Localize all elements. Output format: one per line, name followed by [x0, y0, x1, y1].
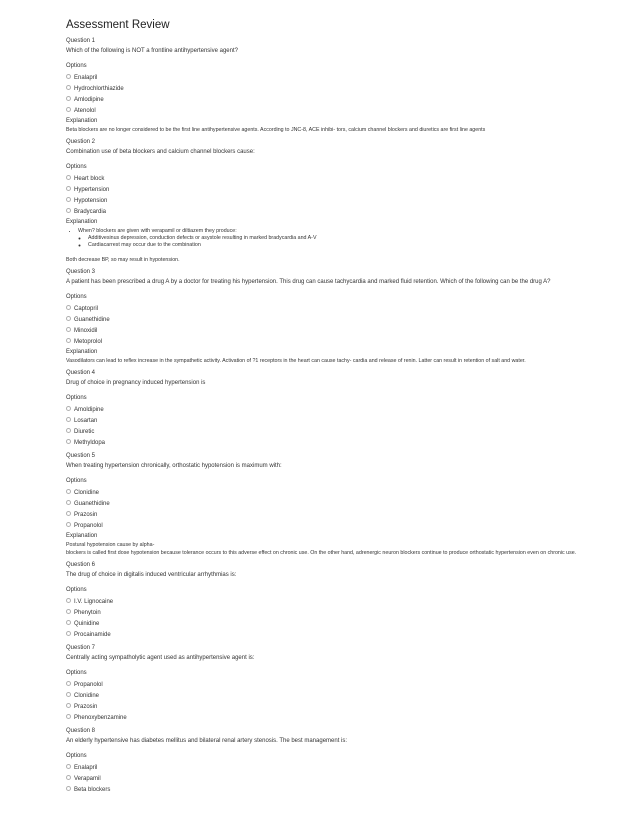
explanation-label: Explanation — [66, 219, 98, 225]
option-item[interactable] — [66, 184, 632, 195]
question-block — [66, 644, 632, 723]
option-item[interactable] — [66, 195, 632, 206]
option-item[interactable] — [66, 679, 632, 690]
option-item[interactable] — [66, 773, 632, 784]
option-item[interactable] — [66, 94, 632, 105]
option-item[interactable] — [66, 426, 632, 437]
question-block — [66, 727, 632, 795]
radio-button[interactable] — [66, 417, 71, 422]
explanation-text: Beta blockers are no longer considered to be the first line antihypertensive agents. According to JNC-8, ACE inhibi- tors, calcium channel blockers and diuretics are first line agents — [66, 127, 486, 133]
radio-button[interactable] — [66, 631, 71, 636]
option-item[interactable] — [66, 206, 632, 217]
option-item[interactable] — [66, 784, 632, 795]
radio-button[interactable] — [66, 208, 71, 213]
option-item[interactable] — [66, 520, 632, 531]
option-label: Guanethidine — [74, 316, 110, 323]
option-item[interactable] — [66, 325, 632, 336]
explanation-label: Explanation — [66, 349, 98, 355]
option-label: Losartan — [74, 417, 98, 424]
question-number: Question 8 — [66, 728, 96, 734]
options-label: Options — [66, 164, 87, 170]
question-block — [66, 37, 632, 134]
explanation-label: Explanation — [66, 118, 98, 124]
question-text: Combination use of beta blockers and calcium channel blockers cause: — [66, 149, 255, 155]
radio-button[interactable] — [66, 107, 71, 112]
radio-button[interactable] — [66, 500, 71, 505]
option-label: Verapamil — [74, 775, 101, 782]
option-label: Captopril — [74, 305, 99, 312]
radio-button[interactable] — [66, 692, 71, 697]
radio-button[interactable] — [66, 338, 71, 343]
option-label: Hydrochlorthiazide — [74, 85, 124, 92]
option-label: Propanolol — [74, 681, 103, 688]
option-label: Enalapril — [74, 764, 98, 771]
question-number: Question 6 — [66, 562, 96, 568]
option-item[interactable] — [66, 437, 632, 448]
question-block — [66, 452, 632, 557]
option-item[interactable] — [66, 509, 632, 520]
option-item[interactable] — [66, 314, 632, 325]
option-item[interactable] — [66, 105, 632, 116]
option-label: Amoldipine — [74, 406, 104, 413]
explanation-text: Postural hypotension cause by alpha- — [66, 542, 155, 548]
question-text: Drug of choice in pregnancy induced hypertension is — [66, 380, 206, 386]
radio-button[interactable] — [66, 406, 71, 411]
option-label: Clonidine — [74, 489, 100, 496]
radio-button[interactable] — [66, 74, 71, 79]
assessment-page — [66, 18, 632, 799]
option-item[interactable] — [66, 415, 632, 426]
radio-button[interactable] — [66, 598, 71, 603]
question-number: Question 4 — [66, 370, 96, 376]
question-number: Question 2 — [66, 139, 96, 145]
radio-button[interactable] — [66, 305, 71, 310]
page-title: Assessment Review — [66, 19, 170, 31]
option-label: Guanethidine — [74, 500, 110, 507]
radio-button[interactable] — [66, 620, 71, 625]
explanation-bullet-text: When? blockers are given with verapamil or diltiazem they produce: — [78, 228, 237, 234]
option-label: Clonidine — [74, 692, 100, 699]
explanation-bullet — [78, 228, 632, 249]
explanation-text: Vasodilators can lead to reflex increase in the sympathetic activity. Activation of ?1 receptors in the heart can cause tachy- cardia and release of renin. Latter can result in retention of salt and water. — [66, 358, 526, 364]
option-item[interactable] — [66, 72, 632, 83]
options-label: Options — [66, 63, 87, 69]
question-text: The drug of choice in digitalis induced ventricular arrhythmias is: — [66, 572, 237, 578]
option-label: Quinidine — [74, 620, 100, 627]
explanation-sublist — [78, 235, 632, 249]
option-label: Beta blockers — [74, 786, 111, 793]
options-label: Options — [66, 294, 87, 300]
option-label: Minoxidil — [74, 327, 98, 334]
option-item[interactable] — [66, 712, 632, 723]
options-label: Options — [66, 395, 87, 401]
option-label: Diuretic — [74, 428, 95, 435]
question-text: Which of the following is NOT a frontline antihypertensive agent? — [66, 48, 238, 54]
option-label: Heart block — [74, 175, 105, 182]
option-label: Metoprolol — [74, 338, 103, 345]
option-item[interactable] — [66, 336, 632, 347]
options-label: Options — [66, 587, 87, 593]
option-item[interactable] — [66, 607, 632, 618]
explanation-text: Both decrease BP, so may result in hypotension. — [66, 257, 180, 263]
option-item[interactable] — [66, 173, 632, 184]
question-number: Question 3 — [66, 269, 96, 275]
question-text: An elderly hypertensive has diabetes mellitus and bilateral renal artery stenosis. The best management is: — [66, 738, 348, 744]
option-item[interactable] — [66, 498, 632, 509]
radio-button[interactable] — [66, 175, 71, 180]
option-item[interactable] — [66, 596, 632, 607]
option-item[interactable] — [66, 487, 632, 498]
option-label: Methyldopa — [74, 439, 106, 446]
radio-button[interactable] — [66, 197, 71, 202]
explanation-label: Explanation — [66, 533, 98, 539]
question-block — [66, 268, 632, 365]
option-label: Bradycardia — [74, 208, 107, 215]
question-number: Question 1 — [66, 38, 96, 44]
radio-button[interactable] — [66, 764, 71, 769]
radio-button[interactable] — [66, 489, 71, 494]
question-block — [66, 561, 632, 640]
question-block — [66, 138, 632, 264]
explanation-list — [66, 228, 632, 249]
option-label: Phenoxybenzamine — [74, 714, 127, 721]
radio-button[interactable] — [66, 522, 71, 527]
option-label: Propanolol — [74, 522, 103, 529]
radio-button[interactable] — [66, 186, 71, 191]
question-number: Question 5 — [66, 453, 96, 459]
radio-button[interactable] — [66, 85, 71, 90]
option-label: Amlodipine — [74, 96, 104, 103]
radio-button[interactable] — [66, 714, 71, 719]
explanation-subitem: ◦ Cardiacarrest may occur due to the combination — [88, 242, 632, 249]
radio-button[interactable] — [66, 316, 71, 321]
option-label: Prazosin — [74, 703, 98, 710]
radio-button[interactable] — [66, 511, 71, 516]
options-label: Options — [66, 478, 87, 484]
option-label: Hypertension — [74, 186, 110, 193]
option-item[interactable] — [66, 629, 632, 640]
options-label: Options — [66, 670, 87, 676]
explanation-subitem: ◦ Additivesinus depression, conduction defects or asystole resulting in marked bradycardia and A-V — [88, 235, 632, 242]
radio-button[interactable] — [66, 775, 71, 780]
radio-button[interactable] — [66, 786, 71, 791]
option-item[interactable] — [66, 404, 632, 415]
option-label: Prazosin — [74, 511, 98, 518]
option-item[interactable] — [66, 762, 632, 773]
question-text: When treating hypertension chronically, orthostatic hypotension is maximum with: — [66, 463, 282, 469]
option-item[interactable] — [66, 83, 632, 94]
radio-button[interactable] — [66, 428, 71, 433]
options-label: Options — [66, 753, 87, 759]
option-label: Hypotension — [74, 197, 108, 204]
radio-button[interactable] — [66, 609, 71, 614]
option-label: I.V. Lignocaine — [74, 598, 114, 605]
option-label: Enalapril — [74, 74, 98, 81]
radio-button[interactable] — [66, 327, 71, 332]
radio-button[interactable] — [66, 681, 71, 686]
explanation-text: blockers is called first dose hypotension because tolerance occurs to this adverse effect on chronic use. On the other hand, adrenergic neuron blockers continue to produce orthostatic hypertension even on chronic use. — [66, 550, 577, 556]
question-block — [66, 369, 632, 448]
radio-button[interactable] — [66, 439, 71, 444]
option-label: Procainamide — [74, 631, 111, 638]
option-item[interactable] — [66, 618, 632, 629]
option-item[interactable] — [66, 690, 632, 701]
radio-button[interactable] — [66, 96, 71, 101]
option-label: Atenolol — [74, 107, 96, 114]
question-number: Question 7 — [66, 645, 96, 651]
option-item[interactable] — [66, 701, 632, 712]
option-item[interactable] — [66, 303, 632, 314]
option-label: Phenytoin — [74, 609, 101, 616]
radio-button[interactable] — [66, 703, 71, 708]
question-text: Centrally acting sympatholytic agent used as antihypertensive agent is: — [66, 655, 255, 661]
question-text: A patient has been prescribed a drug A by a doctor for treating his hypertension. This drug can cause tachycardia and marked fluid retention. Which of the following can be the drug A? — [66, 279, 551, 285]
